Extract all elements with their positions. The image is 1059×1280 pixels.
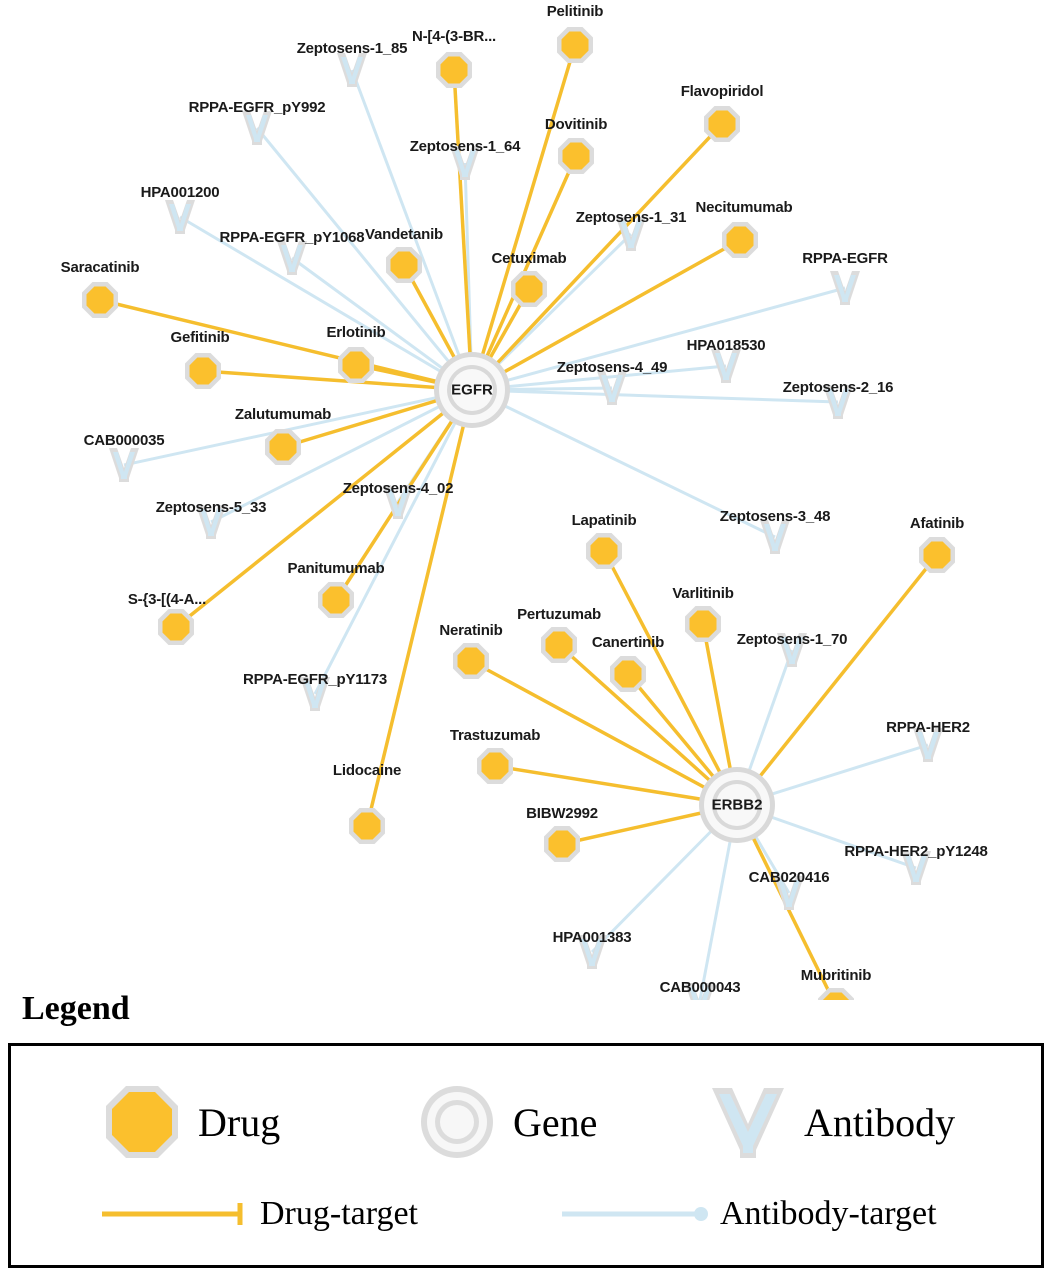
drug-node-label: Necitumumab [695,199,793,216]
antibody-node-label: CAB000035 [83,432,165,449]
edge-drug-target [737,555,937,805]
drug-node-label: S-{3-[(4-A... [127,591,207,608]
legend-edge-antibody-target [560,1195,937,1233]
drug-node[interactable] [722,222,758,258]
antibody-target-line-icon [560,1200,710,1228]
drug-node-label: Lidocaine [332,762,402,779]
antibody-node-label: RPPA-HER2_pY1248 [844,843,988,860]
edge-drug-target [454,70,472,390]
legend-edge-drug-target [100,1195,418,1233]
drug-node[interactable] [338,347,374,383]
drug-node[interactable] [685,606,721,642]
drug-node-label: Mubritinib [800,967,872,984]
antibody-node-label: HPA001383 [552,929,632,946]
drug-node[interactable] [558,138,594,174]
drug-node[interactable] [544,826,580,862]
antibody-node-label: RPPA-EGFR_pY1173 [242,671,388,688]
drug-node-label: BIBW2992 [526,805,598,822]
drug-node-label: Erlotinib [326,324,386,341]
legend-label-drug-target: Drug-target [260,1195,418,1232]
antibody-node-label: Zeptosens-1_85 [296,40,408,57]
drug-node[interactable] [818,988,854,1000]
drug-node[interactable] [318,582,354,618]
gene-node-label: EGFR [451,381,493,399]
gene-icon [415,1080,499,1164]
drug-node-label: Neratinib [439,622,503,639]
drug-node-label: Gefitinib [170,329,230,346]
drug-node[interactable] [610,656,646,692]
drug-node[interactable] [436,52,472,88]
antibody-node-label: CAB020416 [748,869,830,886]
drug-node-label: N-[4-(3-BR... [411,28,497,45]
drug-node-label: Vandetanib [364,226,444,243]
antibody-node-label: Zeptosens-5_33 [155,499,267,516]
legend-label-gene: Gene [513,1099,598,1145]
drug-node-label: Pelitinib [546,3,604,20]
gene-node-label: ERBB2 [711,796,763,814]
antibody-node-label: HPA001200 [140,184,220,201]
drug-target-line-icon [100,1200,250,1228]
legend-label-drug: Drug [198,1099,281,1145]
edge-antibody-target [315,390,472,694]
drug-node-label: Canertinib [591,634,665,651]
drug-node-label: Pertuzumab [517,606,601,623]
drug-node-label: Afatinib [909,515,965,532]
drug-node[interactable] [586,533,622,569]
drug-node[interactable] [511,271,547,307]
drug-node[interactable] [453,643,489,679]
drug-node[interactable] [185,353,221,389]
antibody-node-label: Zeptosens-1_70 [736,631,848,648]
antibody-node-label: Zeptosens-3_48 [719,508,831,525]
drug-node-label: Trastuzumab [449,727,541,744]
antibody-node-label: CAB000043 [659,979,741,996]
drug-node-label: Saracatinib [60,259,140,276]
legend-symbols-row [0,1070,1059,1170]
edge-drug-target [367,390,472,826]
antibody-node-label: Zeptosens-1_31 [575,209,687,226]
antibody-node-label: Zeptosens-4_02 [342,480,454,497]
drug-node[interactable] [158,609,194,645]
legend-edges-row [0,1195,1059,1255]
drug-node[interactable] [386,247,422,283]
drug-node[interactable] [704,106,740,142]
drug-node-label: Zalutumumab [234,406,332,423]
legend-title: Legend [22,990,130,1027]
drug-node[interactable] [541,627,577,663]
drug-node-label: Dovitinib [544,116,608,133]
legend-item-antibody [706,1080,955,1164]
drug-node-label: Panitumumab [287,560,385,577]
drug-node[interactable] [349,808,385,844]
antibody-node-label: Zeptosens-2_16 [782,379,894,396]
drug-node-label: Cetuximab [491,250,567,267]
antibody-node-label: RPPA-EGFR [802,250,888,267]
legend-item-gene [415,1080,597,1164]
drug-node[interactable] [265,429,301,465]
legend-item-drug [100,1080,280,1164]
drug-node-label: Varlitinib [672,585,734,602]
drug-node[interactable] [477,748,513,784]
legend-label-antibody: Antibody [804,1099,956,1145]
antibody-node-label: Zeptosens-1_64 [409,138,521,155]
legend-label-antibody-target: Antibody-target [720,1195,937,1232]
drug-node-label: Flavopiridol [680,83,764,100]
antibody-node-label: Zeptosens-4_49 [556,359,668,376]
antibody-icon [706,1080,790,1164]
antibody-node-label: RPPA-HER2 [886,719,970,736]
antibody-node-label: RPPA-EGFR_pY1068 [219,229,365,246]
antibody-node-label: HPA018530 [686,337,766,354]
drug-node[interactable] [919,537,955,573]
drug-node-label: Lapatinib [571,512,637,529]
drug-node[interactable] [557,27,593,63]
drug-node[interactable] [82,282,118,318]
antibody-node-label: RPPA-EGFR_pY992 [188,99,326,116]
drug-icon [100,1080,184,1164]
